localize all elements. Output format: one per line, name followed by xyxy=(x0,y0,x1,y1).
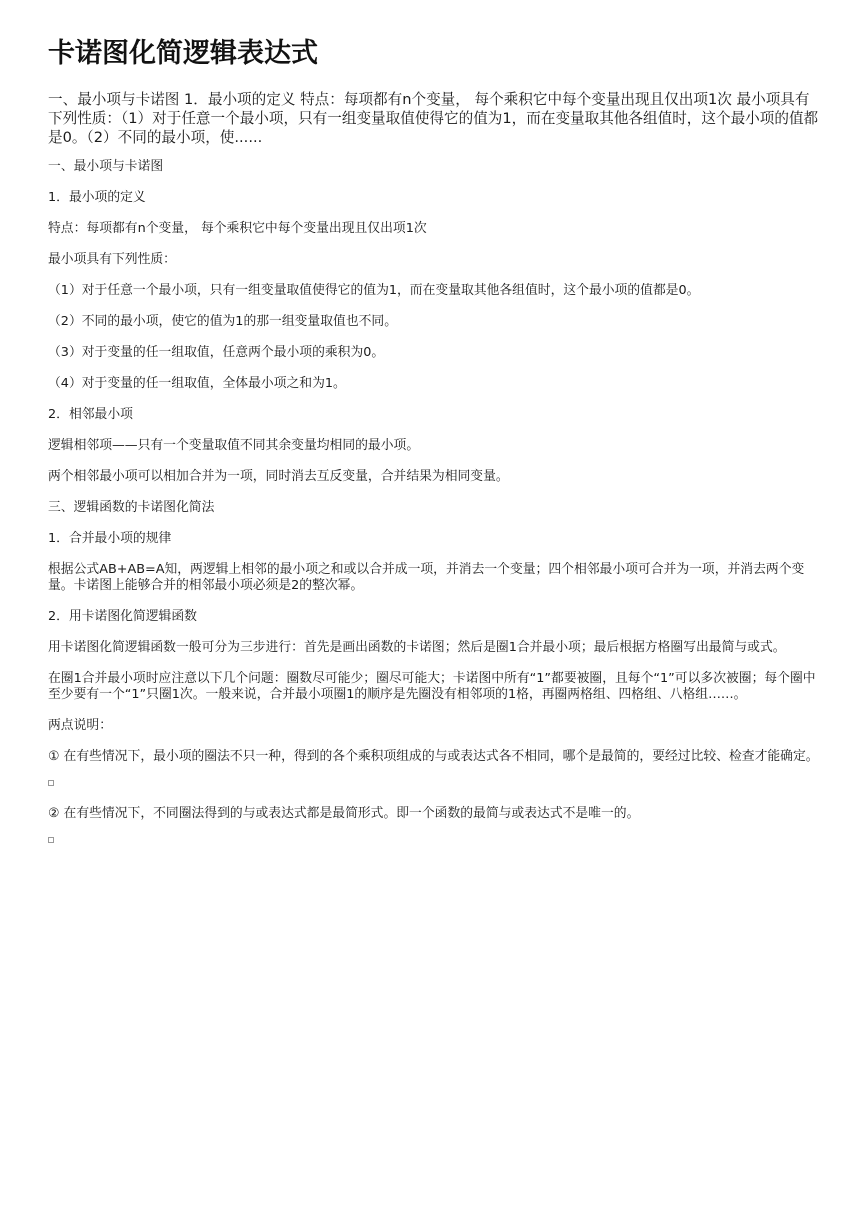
paragraph-properties-intro: 最小项具有下列性质： xyxy=(48,252,176,267)
paragraph-features: 特点：每项都有n个变量， 每个乘积它中每个变量出现且仅出项1次 xyxy=(48,221,427,236)
property-item-4: （4）对于变量的任一组取值，全体最小项之和为1。 xyxy=(48,376,346,391)
subheading-minterm-definition: 1．最小项的定义 xyxy=(48,190,146,205)
subheading-adjacent-minterms: 2．相邻最小项 xyxy=(48,407,133,422)
page-title: 卡诺图化简逻辑表达式 xyxy=(48,38,318,69)
paragraph-merge-adjacent: 两个相邻最小项可以相加合并为一项，同时消去互反变量，合并结果为相同变量。 xyxy=(48,469,509,484)
paragraph-three-steps: 用卡诺图化简逻辑函数一般可分为三步进行：首先是画出函数的卡诺图；然后是圈1合并最小项；最后根据方格圈写出最简与或式。 xyxy=(48,640,786,655)
section-heading-kmap-simplification: 三、逻辑函数的卡诺图化简法 xyxy=(48,500,215,515)
paragraph-two-notes-intro: 两点说明： xyxy=(48,718,112,733)
summary-paragraph: 一、最小项与卡诺图 1．最小项的定义 特点：每项都有n个变量， 每个乘积它中每个变量出现且仅出项1次 最小项具有下列性质：（1）对于任意一个最小项，只有一组变量取值使得它的值为1，而在变量取其他各组值时，这个最小项的值都是0。（2）不同的最小项，使...... xyxy=(48,91,819,146)
section-heading-minterm-and-kmap: 一、最小项与卡诺图 xyxy=(48,159,164,174)
paragraph-logical-adjacent: 逻辑相邻项——只有一个变量取值不同其余变量均相同的最小项。 xyxy=(48,438,420,453)
paragraph-merge-formula: 根据公式AB+AB=A知，两逻辑上相邻的最小项之和或以合并成一项，并消去一个变量；四个相邻最小项可合并为一项，并消去两个变量。卡诺图上能够合并的相邻最小项必须是2的整次幂。 xyxy=(48,562,805,593)
paragraph-circling-notes: 在圈1合并最小项时应注意以下几个问题：圈数尽可能少；圈尽可能大；卡诺图中所有“1”都要被圈，且每个“1”可以多次被圈；每个圈中至少要有一个“1”只圈1次。一般来说，合并最小项圈1的顺序是先圈没有相邻项的1格，再圈两格组、四格组、八格组……。 xyxy=(48,671,816,702)
broken-image-icon xyxy=(48,780,54,786)
document-body xyxy=(48,159,820,843)
broken-image-icon xyxy=(48,837,54,843)
property-item-2: （2）不同的最小项，使它的值为1的那一组变量取值也不同。 xyxy=(48,314,398,329)
property-item-1: （1）对于任意一个最小项，只有一组变量取值使得它的值为1，而在变量取其他各组值时，这个最小项的值都是0。 xyxy=(48,283,700,298)
note-item-1: ① 在有些情况下，最小项的圈法不只一种，得到的各个乘积项组成的与或表达式各不相同，哪个是最简的，要经过比较、检查才能确定。 xyxy=(48,749,819,764)
subheading-merge-rules: 1．合并最小项的规律 xyxy=(48,531,172,546)
property-item-3: （3）对于变量的任一组取值，任意两个最小项的乘积为0。 xyxy=(48,345,385,360)
note-item-2: ② 在有些情况下，不同圈法得到的与或表达式都是最简形式。即一个函数的最简与或表达式不是唯一的。 xyxy=(48,806,640,821)
subheading-kmap-simplify-function: 2．用卡诺图化简逻辑函数 xyxy=(48,609,197,624)
